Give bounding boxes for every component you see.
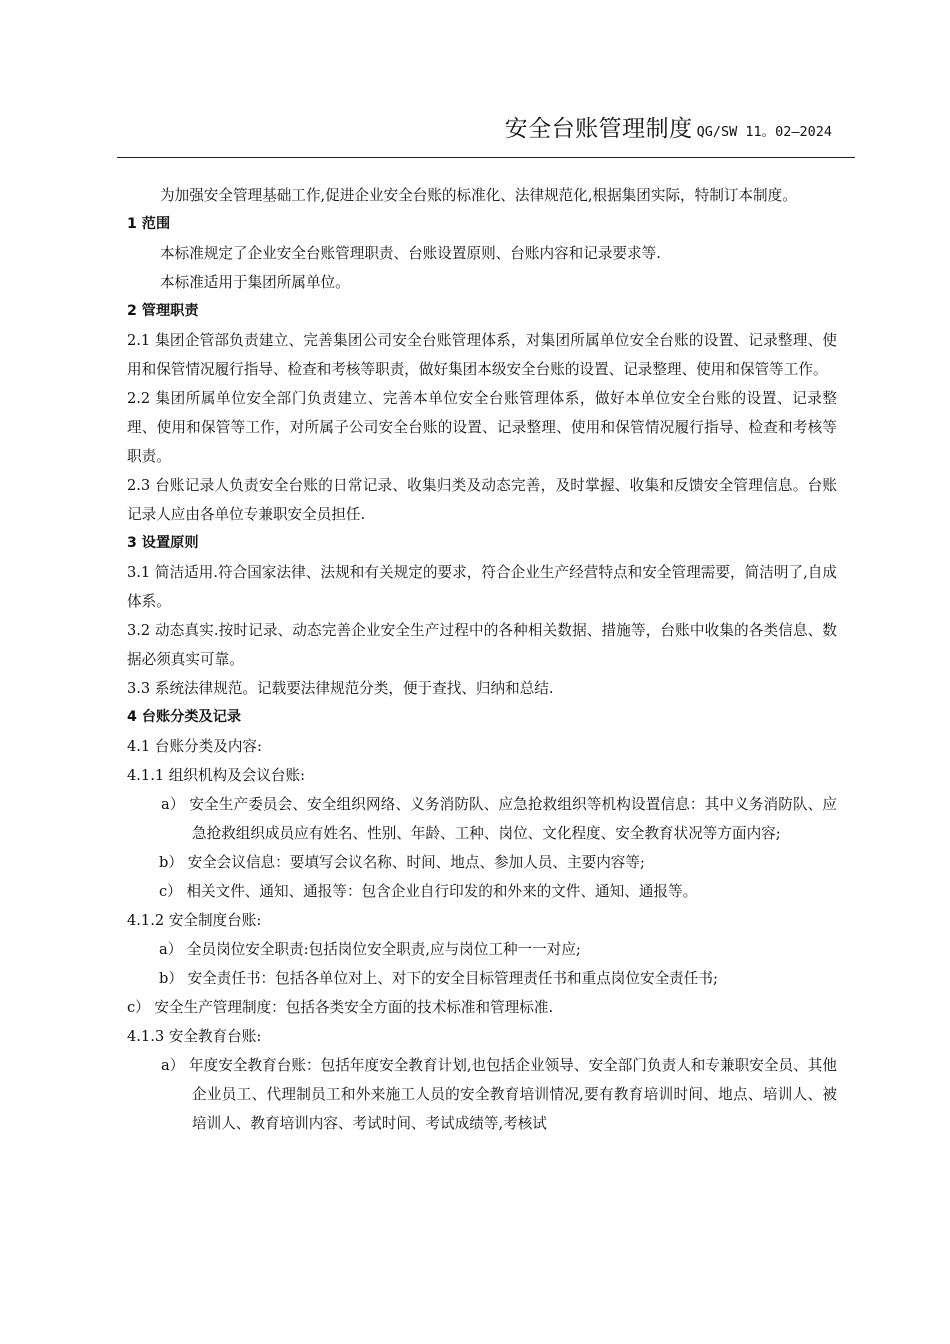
list-item-4-1-2-b: b） 安全责任书：包括各单位对上、对下的安全目标管理责任书和重点岗位安全责任书;: [159, 970, 718, 987]
list-item-4-1-1-c: c） 相关文件、通知、通报等：包含企业自行印发的和外来的文件、通知、通报等。: [159, 883, 698, 900]
page-header: [505, 118, 832, 141]
clause-4-1: 4.1 台账分类及内容:: [127, 738, 262, 755]
clause-3-3: 3.3 系统法律规范。记载要法律规范分类，便于查找、归纳和总结.: [127, 680, 554, 697]
list-item-4-1-1-b: b） 安全会议信息：要填写会议名称、时间、地点、参加人员、主要内容等;: [159, 854, 645, 871]
document-body: [127, 181, 837, 1138]
document-code: QG/SW 11。02—2024: [696, 124, 832, 140]
section-1-paragraph-2: 本标准适用于集团所属单位。: [160, 274, 350, 291]
clause-3-2: 3.2 动态真实.按时记录、动态完善企业安全生产过程中的各种相关数据、措施等，台账中收集的各类信息、数据必须真实可靠。: [127, 622, 837, 668]
clause-2-1: 2.1 集团企管部负责建立、完善集团公司安全台账管理体系，对集团所属单位安全台账的设置、记录整理、使用和保管情况履行指导、检查和考核等职责，做好集团本级安全台账的设置、记录整理、使用和保管等工作。: [127, 332, 837, 378]
section-2-heading: 2 管理职责: [127, 303, 199, 319]
document-title: 安全台账管理制度: [504, 116, 693, 142]
clause-2-2: 2.2 集团所属单位安全部门负责建立、完善本单位安全台账管理体系，做好本单位安全台账的设置、记录整理、使用和保管等工作，对所属子公司安全台账的设置、记录整理、使用和保管情况履行指导、检查和考核等职责。: [127, 390, 837, 465]
section-1-heading: 1 范围: [127, 216, 171, 232]
list-item-4-1-2-a: a） 全员岗位安全职责:包括岗位安全职责,应与岗位工种一一对应;: [159, 941, 581, 958]
list-item-4-1-1-a: a） 安全生产委员会、安全组织网络、义务消防队、应急抢救组织等机构设置信息：其中义务消防队、应急抢救组织成员应有姓名、性别、年龄、工种、岗位、文化程度、安全教育状况等方面内容;: [161, 796, 837, 842]
section-3-heading: 3 设置原则: [127, 535, 199, 551]
list-item-4-1-2-c: c） 安全生产管理制度：包括各类安全方面的技术标准和管理标准.: [127, 999, 554, 1016]
list-item-4-1-3-a: a） 年度安全教育台账：包括年度安全教育计划,也包括企业领导、安全部门负责人和专兼职安全员、其他企业员工、代理制员工和外来施工人员的安全教育培训情况,要有教育培训时间、地点、培训人、被培训人、教育培训内容、考试时间、考试成绩等,考核试: [161, 1057, 837, 1132]
section-4-heading: 4 台账分类及记录: [127, 709, 242, 725]
clause-4-1-3: 4.1.3 安全教育台账:: [127, 1028, 262, 1045]
clause-4-1-1: 4.1.1 组织机构及会议台账:: [127, 767, 306, 784]
header-divider: [117, 157, 855, 158]
clause-3-1: 3.1 简洁适用.符合国家法律、法规和有关规定的要求，符合企业生产经营特点和安全管理需要，简洁明了,自成体系。: [127, 564, 837, 610]
section-1-paragraph-1: 本标准规定了企业安全台账管理职责、台账设置原则、台账内容和记录要求等.: [160, 245, 661, 262]
clause-4-1-2: 4.1.2 安全制度台账:: [127, 912, 262, 929]
intro-paragraph: 为加强安全管理基础工作,促进企业安全台账的标准化、法律规范化,根据集团实际，特制订本制度。: [160, 187, 797, 204]
clause-2-3: 2.3 台账记录人负责安全台账的日常记录、收集归类及动态完善，及时掌握、收集和反馈安全管理信息。台账记录人应由各单位专兼职安全员担任.: [127, 477, 837, 523]
